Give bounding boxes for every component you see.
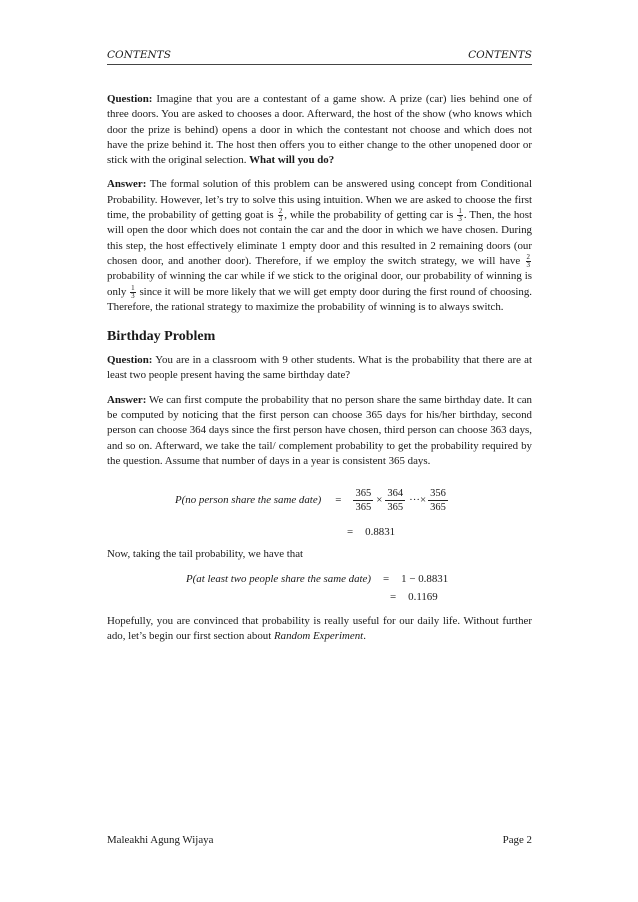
closing-end: . [363, 629, 366, 642]
eq1-lhs: P(no person share the same date) [175, 494, 322, 507]
answer-text-2: , while the probability of getting car is [284, 209, 457, 222]
closing-italic: Random Experiment [273, 629, 364, 642]
eq1-result: 0.8831 [365, 526, 396, 539]
question-text-2: You are in a classroom with 9 other students. What is the probability that there are at least two people present having the same birthday date? [107, 354, 532, 382]
fraction-two-thirds-switch: $\frac{2}{3}$ [526, 252, 530, 269]
eq1-dots: ···× [409, 494, 427, 507]
page-footer [107, 834, 532, 846]
eq2-equals: = [383, 572, 390, 585]
fraction-one-third: $\frac{1}{3}$ [458, 207, 462, 224]
eq2-rhs2: 0.1169 [408, 590, 438, 603]
answer-text-birthday: We can first compute the probability that no person share the same birthday date. It can be computed by noticing that the first person can choose 365 days for his/her birthday, second person can choose 364 days since the first person have chosen, third person can choose 363 days, and so on. Afterward, we take the tail/ complement probability to get the probability required by the question. Assume that number of days in a year is consistent 365 days. [107, 393, 532, 467]
header-left: CONTENTS [107, 49, 171, 61]
fraction-one-third-stick: $\frac{1}{3}$ [131, 283, 135, 300]
eq2-lhs: P(at least two people share the same date) [186, 572, 372, 585]
answer-paragraph-2 [107, 393, 532, 469]
answer-text-4: probability of winning the car while if we stick to the original door, our probability of winning is only [107, 270, 532, 298]
eq1-frac-c: $\frac{356}{365}$ [430, 488, 446, 514]
closing-paragraph [107, 614, 532, 645]
question-label-2: Question: [107, 354, 153, 367]
eq1-times: × [376, 494, 383, 507]
tail-paragraph: Now, taking the tail probability, we have that [107, 548, 304, 561]
fraction-two-thirds: $\frac{2}{3}$ [278, 207, 283, 224]
answer-paragraph-1 [107, 177, 532, 315]
eq1-equals: = [335, 494, 342, 507]
question-emphasis: What will you do? [249, 154, 335, 167]
running-header [107, 49, 532, 61]
answer-label: Answer: [107, 178, 147, 191]
answer-label-2: Answer: [107, 393, 147, 406]
answer-text-3: . Then, the host will open the door which does not contain the car and the door in which we have chosen. During this step, the host effectively eliminate 1 empty door and this resulted in 2 remaining doors (our chosen door, and another door). Therefore, if we employ the switch strategy, we will have [107, 209, 532, 267]
answer-text-5: since it will be more likely that we will get empty door during the first round of choosing. Therefore, the rational strategy to maximize the probability of winning is to always switch. [107, 285, 532, 313]
question-label: Question: [107, 93, 153, 105]
eq1-frac-b: $\frac{364}{365}$ [387, 488, 404, 514]
footer-page-number: Page 2 [502, 834, 532, 846]
question-text: Imagine that you are a contestant of a game show. A prize (car) lies behind one of three doors. You are asked to chooses a door. Afterward, the host of the show (who knows which door the prize is behind) opens a door in which the contestant not choose and which does not have the prize behind it. The host then offers you to either change to the other unopened door or stick with the original selection. [107, 93, 532, 167]
answer-text-1: The formal solution of this problem can be answered using concept from Conditional Probability. However, let’s try to solve this using intuition. When we are asked to choose the first time, the probability of getting goat is [107, 178, 532, 222]
question-paragraph-1 [107, 92, 532, 168]
eq2-rhs1: 1 − 0.8831 [401, 572, 449, 585]
header-right: CONTENTS [468, 49, 532, 61]
section-title: Birthday Problem [107, 329, 216, 345]
header-rule [107, 64, 532, 65]
eq1-frac-a: $\frac{365}{365}$ [355, 488, 372, 514]
eq2-equals-2: = [390, 590, 397, 603]
main-body [107, 92, 532, 653]
equation-no-share [107, 483, 532, 541]
closing-text: Hopefully, you are convinced that probability is really useful for our daily life. Without further ado, let’s begin our first section about [107, 614, 532, 642]
footer-author: Maleakhi Agung Wijaya [107, 834, 214, 846]
equation-at-least-two [107, 572, 532, 608]
eq1-equals-2: = [347, 526, 354, 539]
question-paragraph-2 [107, 353, 532, 384]
